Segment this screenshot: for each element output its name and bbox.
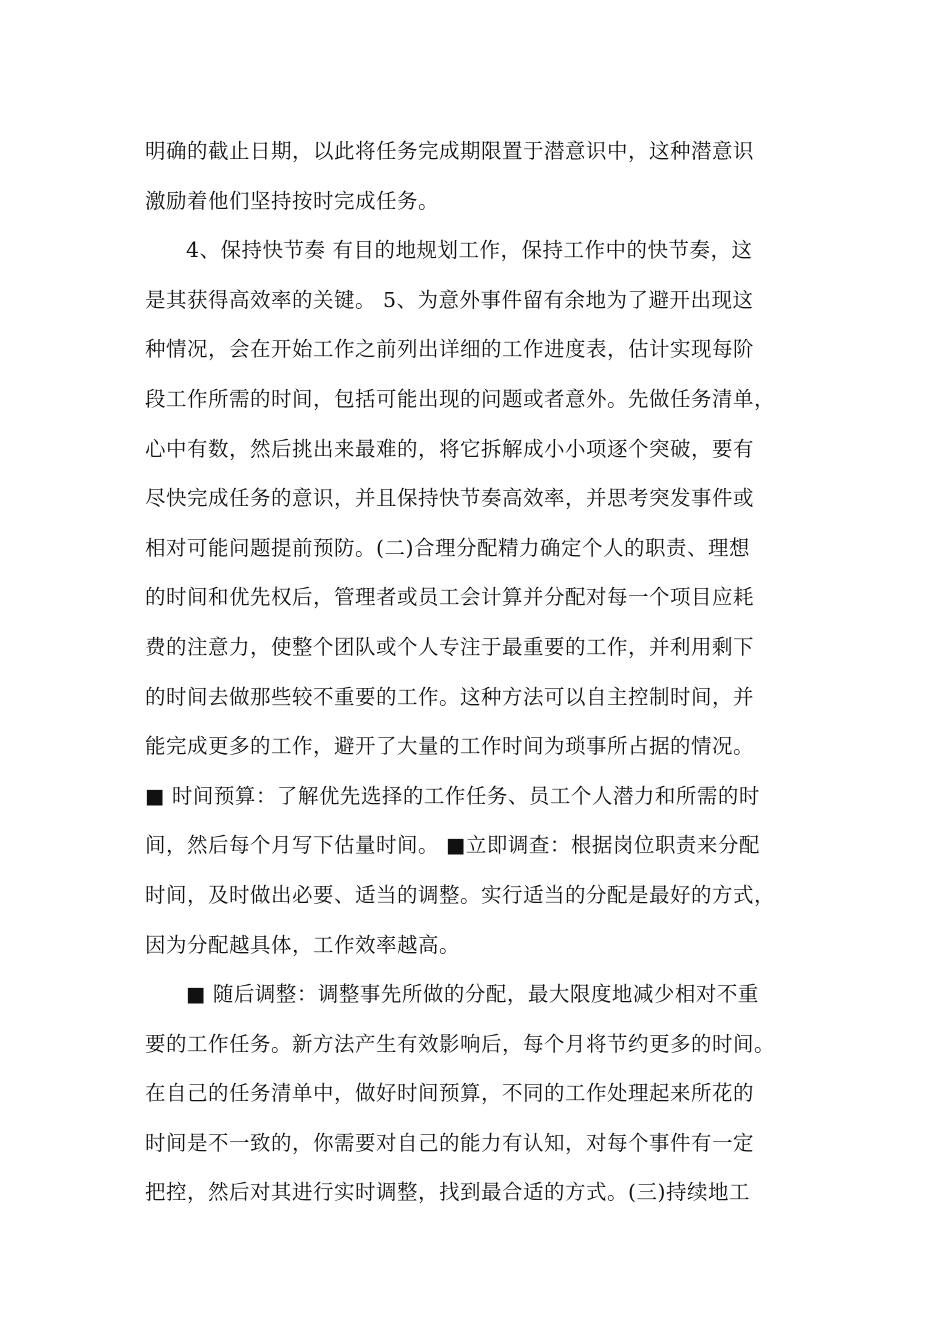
text-line: 激励着他们坚持按时完成任务。 [145, 188, 439, 213]
text-line: 明确的截止日期，以此将任务完成期限置于潜意识中，这种潜意识 [145, 139, 754, 163]
text-line: 心中有数，然后挑出来最难的，将它拆解成小小项逐个突破，要有 [145, 436, 754, 461]
text-line: 尽快完成任务的意识，并且保持快节奏高效率，并思考突发事件或 [145, 486, 754, 511]
text-line: 是其获得高效率的关键。 5、为意外事件留有余地为了避开出现这 [145, 287, 754, 312]
body-text [145, 127, 820, 1218]
text-line: 把控，然后对其进行实时调整，找到最合适的方式。(三)持续地工 [145, 1180, 750, 1205]
text-line: 时间，及时做出必要、适当的调整。实行适当的分配是最好的方式， [145, 882, 775, 907]
text-line: 段工作所需的时间，包括可能出现的问题或者意外。先做任务清单， [145, 386, 775, 411]
text-line: ■ 时间预算：了解优先选择的工作任务、员工个人潜力和所需的时 [145, 783, 760, 808]
text-line: 的时间去做那些较不重要的工作。这种方法可以自主控制时间，并 [145, 684, 754, 709]
text-line: 的时间和优先权后，管理者或员工会计算并分配对每一个项目应耗 [145, 585, 754, 610]
text-line: 相对可能问题提前预防。(二)合理分配精力确定个人的职责、理想 [145, 535, 750, 560]
text-line: 间，然后每个月写下估量时间。 ■立即调查：根据岗位职责来分配 [145, 833, 760, 858]
text-line: 种情况，会在开始工作之前列出详细的工作进度表，估计实现每阶 [145, 337, 754, 362]
text-line: 因为分配越具体，工作效率越高。 [145, 932, 460, 957]
text-line: 4、保持快节奏 有目的地规划工作，保持工作中的快节奏，这 [186, 238, 753, 263]
text-line: 能完成更多的工作，避开了大量的工作时间为琐事所占据的情况。 [145, 734, 754, 759]
text-line: 时间是不一致的，你需要对自己的能力有认知，对每个事件有一定 [145, 1130, 754, 1155]
text-line: ■ 随后调整：调整事先所做的分配，最大限度地减少相对不重 [186, 982, 759, 1007]
text-line: 费的注意力，使整个团队或个人专注于最重要的工作，并利用剩下 [145, 634, 754, 659]
text-line: 要的工作任务。新方法产生有效影响后，每个月将节约更多的时间。 [145, 1031, 775, 1056]
text-line: 在自己的任务清单中，做好时间预算，不同的工作处理起来所花的 [145, 1081, 754, 1106]
